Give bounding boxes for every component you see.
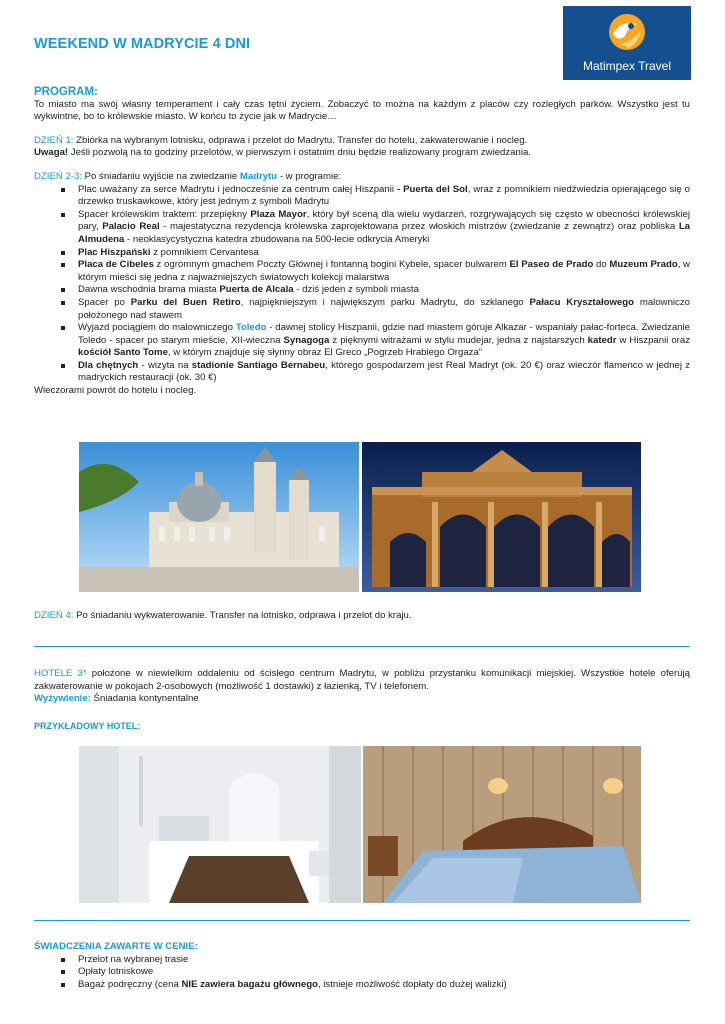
item-text: Wyjazd pociągiem do malowniczego <box>78 322 236 334</box>
included-list <box>60 954 690 992</box>
item-bold: Synagoga <box>283 334 330 346</box>
item-text: , który był sceną dla wielu wydarzeń, rozgrywających się często w obecności królewskiej pary, <box>78 208 690 233</box>
day23-intro-end: - w programie: <box>277 170 342 182</box>
list-item <box>60 297 690 322</box>
item-text: z pomnikiem Cervantesa <box>150 246 259 258</box>
list-item: Przelot na wybranej trasie <box>60 954 690 967</box>
brand-logo <box>563 6 691 80</box>
program-intro: To miasto ma swój własny temperament i cały czas tętni życiem. Zobaczyć to można na każdym z placów czy rozległych parków. Wszystko jest tu wykwintne, bo to królewskie miasto. W końcu to życie jak w Madrycie… <box>34 98 690 123</box>
warning-text: Jeśli pozwolą na to godziny przelotów, w pierwszym i ostatnim dniu będzie realizowany program zwiedzania. <box>68 147 531 159</box>
list-item <box>60 360 690 385</box>
day1-paragraph <box>34 135 690 148</box>
item-text: Spacer królewskim traktem: przepiękny <box>78 208 251 220</box>
item-bold: stadionie Santiago Bernabeu <box>191 359 326 371</box>
day23-intro <box>34 171 690 184</box>
item-text: , istnieje możliwość dopłaty do dużej walizki) <box>317 978 507 990</box>
item-bold: El Paseo de Prado <box>509 259 594 271</box>
hotel-room-classic-photo <box>363 746 641 903</box>
list-item: Opłaty lotniskowe <box>60 966 690 979</box>
list-item <box>60 322 690 360</box>
day4-section <box>34 610 690 623</box>
item-bold: NIE zawiera bagażu głównego <box>181 978 318 990</box>
hotel-photos <box>79 746 641 903</box>
hotel-room-white-photo <box>79 746 361 903</box>
day23-intro-text: Po śniadaniu wyjście na zwiedzanie <box>81 170 240 182</box>
item-text: , w którym mieści się jedna z najważniejszych światowych kolekcji malarstwa <box>78 259 690 283</box>
day4-text: Po śniadaniu wykwaterowanie. Transfer na lotnisko, odprawa i przelot do kraju. <box>73 610 412 621</box>
day23-list <box>60 184 690 386</box>
list-item <box>60 247 690 260</box>
item-bold: Palacio Real <box>102 221 160 233</box>
item-text: do <box>593 259 610 271</box>
hotel-paragraph <box>34 668 690 693</box>
item-text: , najpiękniejszym i największym parku Madrytu, do szklanego <box>240 296 530 308</box>
item-bold: kościół Santo Tome <box>78 347 168 359</box>
item-text: - dziś jeden z symboli miasta <box>293 284 419 296</box>
item-text: - dawnej stolicy Hiszpanii, gdzie nad miastem góruje Alkazar - wspaniały pałac-forteca. Zwiedzanie Toledo - spacer po starym mieście, XII-wieczna <box>78 322 690 346</box>
item-text: Plac uważany za serce Madrytu i jednocześnie za centrum całej Hiszpanii <box>78 183 397 195</box>
included-heading: ŚWIADCZENIA ZAWARTE W CENIE: <box>34 941 198 952</box>
item-bold: katedr <box>587 334 617 346</box>
food-paragraph <box>34 693 690 706</box>
item-text: Bagaż podręczny (cena <box>78 978 182 990</box>
item-bold: Placa de Cibeles <box>78 259 154 271</box>
warning-label: Uwaga! <box>34 147 69 159</box>
program-section <box>34 86 690 398</box>
item-bold-blue: Toledo <box>235 322 267 334</box>
day23-label: DZIEŃ 2-3: <box>34 170 82 182</box>
divider <box>34 646 690 647</box>
list-item <box>60 184 690 209</box>
hotel-label: HOTELE 3* <box>34 668 87 679</box>
city-madryt: Madrytu <box>239 170 278 182</box>
divider <box>34 920 690 921</box>
example-hotel-heading: PRZYKŁADOWY HOTEL: <box>34 720 141 731</box>
hotel-text: położone w niewielkim oddaleniu od ścisłego centrum Madrytu, w pobliżu przystanku komunikacji miejskiej. Wszystkie hotele oferują zakwaterowanie w pokojach 2-osobowych (możliwość 1 dostawki) z łazienką, TV i telefonem. <box>34 668 690 692</box>
item-bold: Dla chętnych <box>78 359 139 371</box>
item-bold: Plaza Mayor <box>250 208 307 220</box>
logo-text: Matimpex Travel <box>582 59 672 73</box>
item-text: z ogromnym gmachem Poczty Głównej i fontanną bogini Kybele, spacer bulwarem <box>153 259 510 271</box>
item-bold: Puerta de Alcala <box>219 284 294 296</box>
day1-label: DZIEŃ 1: <box>34 134 74 146</box>
item-bold: Pałacu Kryształowego <box>529 296 634 308</box>
evening-note: Wieczorami powrót do hotelu i nocleg. <box>34 385 197 397</box>
puerta-de-alcala-photo <box>362 442 641 592</box>
day4-label: DZIEŃ 4: <box>34 610 74 621</box>
item-bold: Parku del Buen Retiro <box>130 296 241 308</box>
list-item <box>60 284 690 297</box>
item-text: Dawna wschodnia brama miasta <box>78 284 220 296</box>
item-text: - wizyta na <box>138 359 192 371</box>
food-label: Wyżywienie: <box>34 693 91 705</box>
item-bold: - Puerta del Sol <box>396 183 468 195</box>
page-title: WEEKEND W MADRYCIE 4 DNI <box>34 36 251 52</box>
item-text: - neoklasycystyczna katedra zbudowana na 500-lecie odkrycia Ameryki <box>124 233 430 245</box>
item-text: z pięknymi witrażami w stylu mudejar, jedna z najstarszych <box>329 334 588 346</box>
day1-text: Zbiórka na wybranym lotnisku, odprawa i przelot do Madrytu. Transfer do hotelu, zakwaterowanie i nocleg. <box>73 134 528 146</box>
list-item <box>60 979 690 992</box>
day1-warning <box>34 147 690 160</box>
item-text: , wraz z pomnikiem niedźwiedzia opierającego się o drzewko truskawkowe, który jest jednym z symboli Madrytu <box>78 183 691 208</box>
list-item <box>60 259 690 284</box>
almudena-cathedral-photo <box>79 442 359 592</box>
item-text: malowniczo położonego nad stawem <box>78 296 690 321</box>
item-text: - majestatyczna rezydencja królewska zaprojektowana przez włoskich mistrzów (zwiedzanie z zewnątrz) oraz pobliska <box>159 221 679 233</box>
item-text: Spacer po <box>78 296 131 308</box>
item-text: , w którym znajduje się słynny obraz El Greco „Pogrzeb Hrabiego Orgaza” <box>167 347 482 359</box>
day4-paragraph <box>34 610 690 623</box>
item-bold: Muzeum Prado <box>609 259 678 271</box>
item-bold: La Almudena <box>78 221 691 245</box>
food-text: Śniadania kontynentalne <box>90 693 199 705</box>
madrid-photos <box>79 442 641 592</box>
list-item <box>60 209 690 247</box>
item-text: w Hiszpanii oraz <box>616 334 691 346</box>
item-bold: Plac Hiszpański <box>78 246 151 258</box>
globe-logo-icon <box>607 12 647 52</box>
included-section <box>34 941 690 991</box>
hotel-section <box>34 668 690 732</box>
program-heading: PROGRAM: <box>34 86 98 98</box>
item-text: , którego gospodarzem jest Real Madryt (ok. 20 €) oraz wieczór flamenco w jednej z madryckich restauracji (ok. 30 €) <box>78 359 690 384</box>
